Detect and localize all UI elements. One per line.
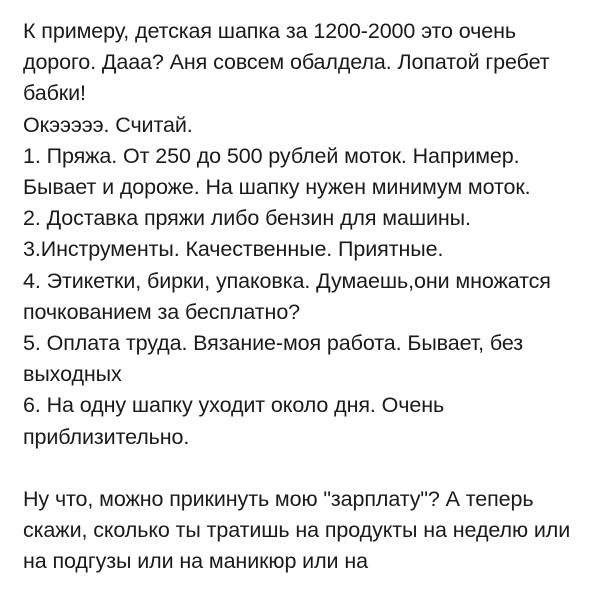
paragraph-conclusion: Ну что, можно прикинуть мою "зарплату"? А теперь скажи, сколько ты тратишь на продукты на неделю или на подгузы или на маникюр или на <box>23 487 571 574</box>
list-item-yarn: 1. Пряжа. От 250 до 500 рублей моток. Например. Бывает и дороже. На шапку нужен минимум моток. <box>23 143 531 200</box>
paragraph-count: Окэээээ. Считай. <box>23 112 193 137</box>
paragraph-spacer <box>23 453 588 484</box>
list-item-labor: 5. Оплата труда. Вязание-моя работа. Бывает, без выходных <box>23 331 523 387</box>
list-item-labels: 4. Этикетки, бирки, упаковка. Думаешь,они множатся почкованием за бесплатно? <box>23 268 551 324</box>
list-item-delivery: 2. Доставка пряжи либо бензин для машины. <box>23 206 471 231</box>
paragraph-intro: К примеру, детская шапка за 1200-2000 это очень дорого. Дааа? Аня совсем обалдела. Лопатой гребет бабки! <box>23 19 550 106</box>
list-item-tools: 3.Инструменты. Качественные. Приятные. <box>23 237 444 262</box>
post-text <box>23 16 588 578</box>
list-item-time: 6. На одну шапку уходит около дня. Очень приблизительно. <box>23 393 445 449</box>
